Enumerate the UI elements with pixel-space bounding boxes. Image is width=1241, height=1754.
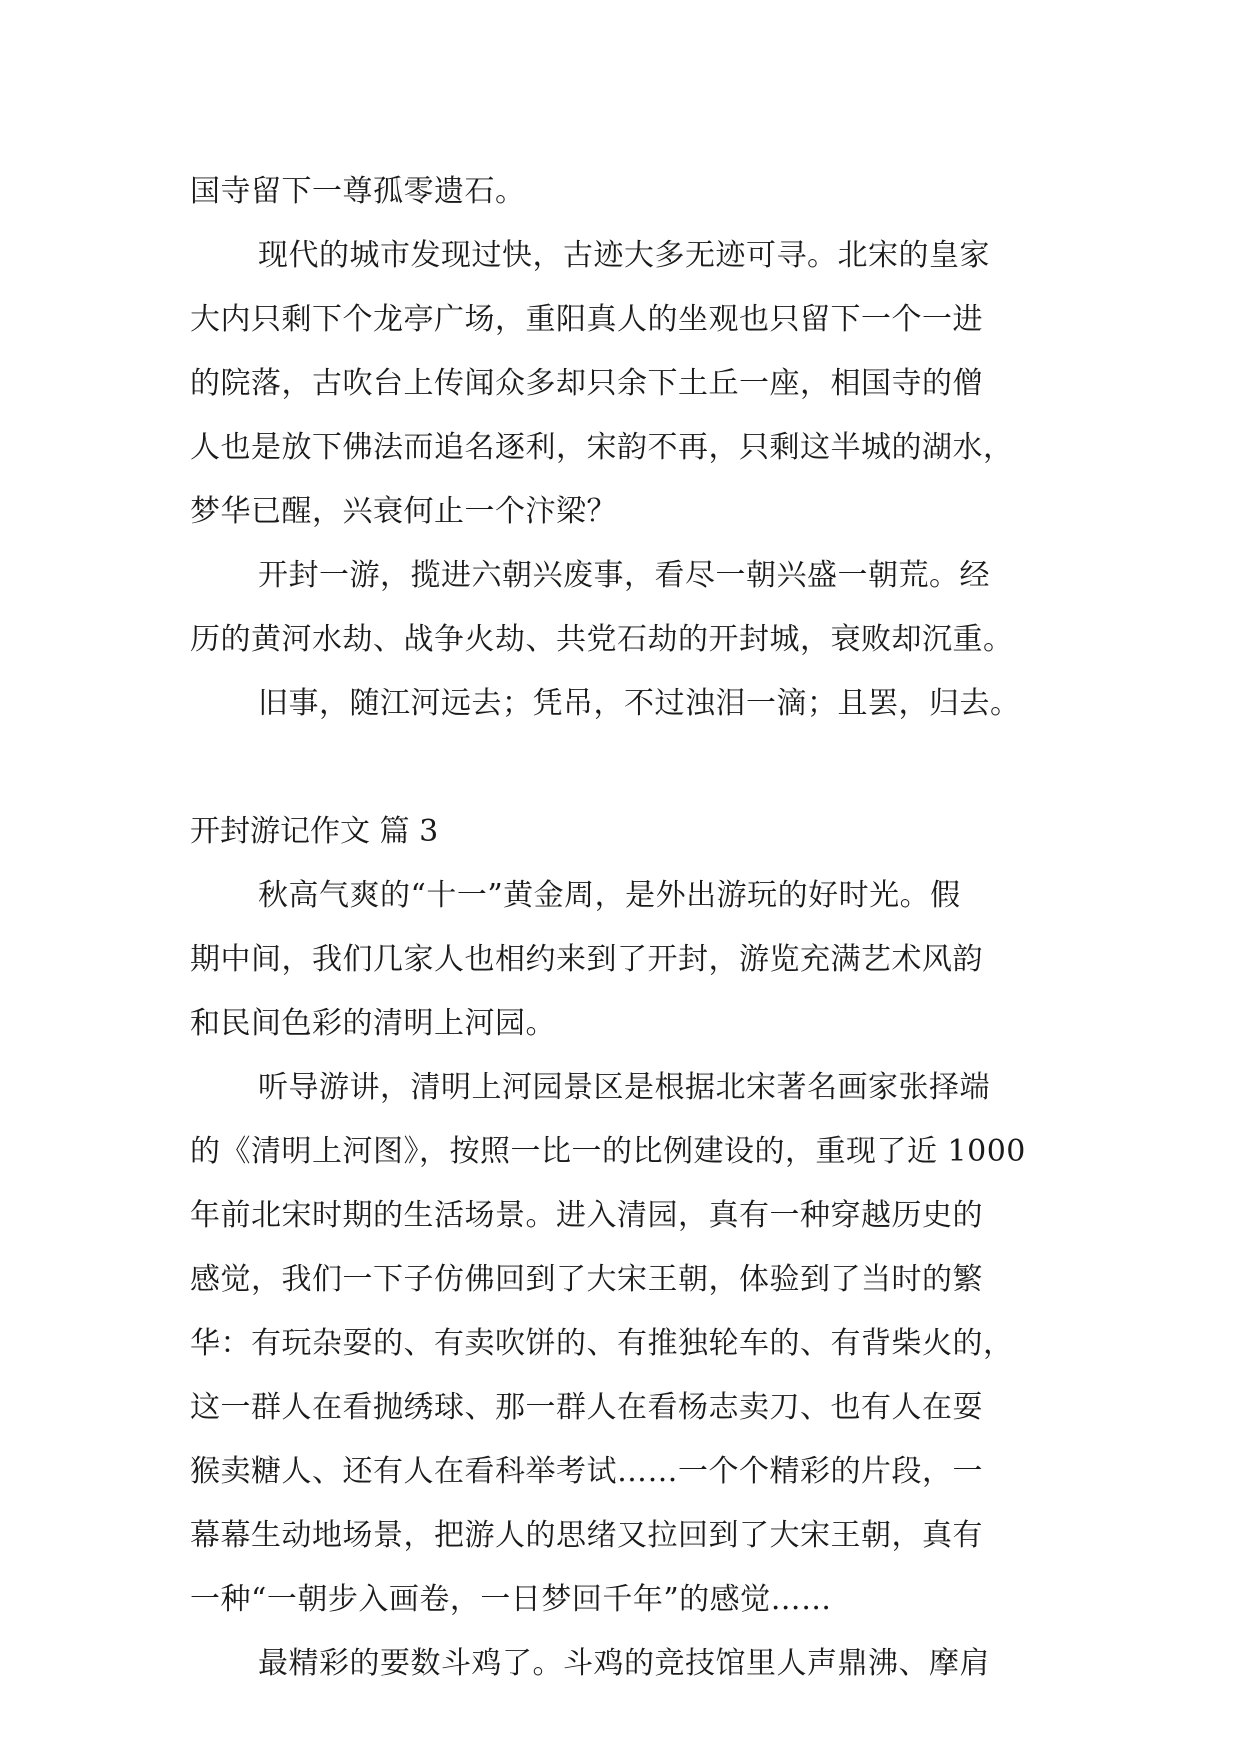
- text-line: 人也是放下佛法而追名逐利，宋韵不再，只剩这半城的湖水，: [190, 430, 1014, 465]
- paragraph-start-line: 旧事，随江河远去；凭吊，不过浊泪一滴；且罢，归去。: [258, 686, 1021, 721]
- text-line: 感觉，我们一下子仿佛回到了大宋王朝，体验到了当时的繁: [190, 1262, 983, 1297]
- paragraph-start-line: 秋高气爽的“十一”黄金周，是外出游玩的好时光。假: [258, 878, 961, 913]
- text-line: 的院落，古吹台上传闻众多却只余下土丘一座，相国寺的僧: [190, 366, 983, 401]
- document-page: [190, 160, 1060, 1696]
- text-line: 国寺留下一尊孤零遗石。: [190, 174, 526, 209]
- text-line: 这一群人在看抛绣球、那一群人在看杨志卖刀、也有人在耍: [190, 1390, 983, 1425]
- text-line: 华：有玩杂耍的、有卖吹饼的、有推独轮车的、有背柴火的，: [190, 1326, 1014, 1361]
- text-line: 期中间，我们几家人也相约来到了开封，游览充满艺术风韵: [190, 942, 983, 977]
- text-line: 梦华已醒，兴衰何止一个汴梁？: [190, 494, 617, 529]
- text-line: 一种“一朝步入画卷，一日梦回千年”的感觉……: [190, 1582, 832, 1617]
- text-line: 历的黄河水劫、战争火劫、共党石劫的开封城，衰败却沉重。: [190, 622, 1014, 657]
- text-line: 猴卖糖人、还有人在看科举考试……一个个精彩的片段，一: [190, 1454, 983, 1489]
- section-heading: 开封游记作文 篇 3: [190, 814, 439, 849]
- section-gap: [190, 736, 1060, 800]
- text-line: 幕幕生动地场景，把游人的思绪又拉回到了大宋王朝，真有: [190, 1518, 983, 1553]
- text-line: 大内只剩下个龙亭广场，重阳真人的坐观也只留下一个一进: [190, 302, 983, 337]
- paragraph-start-line: 听导游讲，清明上河园景区是根据北宋著名画家张择端: [258, 1070, 990, 1105]
- paragraph-start-line: 开封一游，揽进六朝兴废事，看尽一朝兴盛一朝荒。经: [258, 558, 990, 593]
- text-line: 年前北宋时期的生活场景。进入清园，真有一种穿越历史的: [190, 1198, 983, 1233]
- paragraph-start-line: 现代的城市发现过快，古迹大多无迹可寻。北宋的皇家: [258, 238, 990, 273]
- paragraph-start-line: 最精彩的要数斗鸡了。斗鸡的竞技馆里人声鼎沸、摩肩: [258, 1646, 990, 1681]
- text-line: 和民间色彩的清明上河园。: [190, 1006, 556, 1041]
- text-line: 的《清明上河图》，按照一比一的比例建设的，重现了近 1000: [190, 1134, 1026, 1169]
